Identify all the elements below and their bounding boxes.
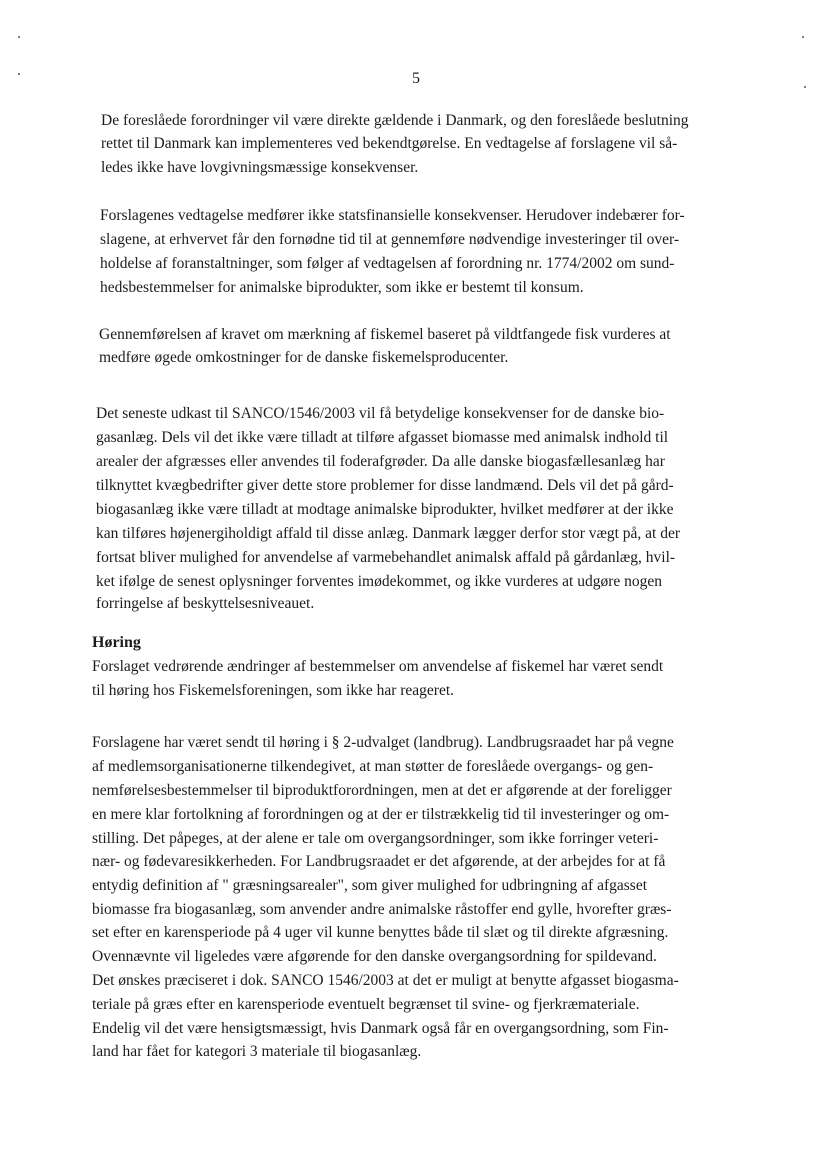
paragraph-line: stilling. Det påpeges, at der alene er tale om overgangsordninger, som ikke forringer veteri- (92, 830, 659, 847)
paragraph-line: rettet til Danmark kan implementeres ved bekendtgørelse. En vedtagelse af forslagene vil så- (101, 135, 678, 152)
paragraph-line: Endelig vil det være hensigtsmæssigt, hvis Danmark også får en overgangsordning, som Fin- (92, 1020, 669, 1037)
paragraph-line: entydig definition af " græsningsarealer", som giver mulighed for udbringning af afgasset (92, 877, 648, 894)
scan-speck (804, 86, 806, 88)
paragraph-line: holdelse af foranstaltninger, som følger af vedtagelsen af forordning nr. 1774/2002 om sund- (100, 255, 675, 272)
paragraph-line: ledes ikke have lovgivningsmæssige konsekvenser. (101, 159, 419, 176)
paragraph-line: til høring hos Fiskemelsforeningen, som ikke har reageret. (92, 682, 455, 699)
paragraph-line: nær- og fødevaresikkerheden. For Landbrugsraadet er det afgørende, at der arbejdes for at få (92, 853, 666, 870)
page-number: 5 (412, 70, 420, 87)
paragraph-line: gasanlæg. Dels vil det ikke være tilladt at tilføre afgasset biomasse med animalsk indhold til (96, 429, 669, 446)
paragraph-line: biogasanlæg ikke være tilladt at modtage animalske biprodukter, hvilket medfører at der ikke (96, 501, 674, 518)
paragraph-line: fortsat bliver mulighed for anvendelse af varmebehandlet animalsk affald på gårdanlæg, hvil- (96, 549, 676, 566)
paragraph-line: Forslaget vedrørende ændringer af bestemmelser om anvendelse af fiskemel har været sendt (92, 658, 664, 675)
paragraph-line: Forslagenes vedtagelse medfører ikke statsfinansielle konsekvenser. Herudover indebærer for- (100, 207, 685, 224)
paragraph-line: De foreslåede forordninger vil være direkte gældende i Danmark, og den foreslåede beslutning (101, 112, 689, 129)
paragraph-line: Det ønskes præciseret i dok. SANCO 1546/2003 at det er muligt at benytte afgasset biogasma- (92, 972, 679, 989)
scan-speck (18, 73, 20, 75)
paragraph-line: forringelse af beskyttelsesniveauet. (96, 595, 315, 612)
paragraph-line: ket ifølge de senest oplysninger forventes imødekommet, og ikke vurderes at udgøre nogen (96, 573, 663, 590)
paragraph-line: land har fået for kategori 3 materiale til biogasanlæg. (92, 1043, 422, 1060)
paragraph-line: biomasse fra biogasanlæg, som anvender andre animalske råstoffer end gylle, hvorefter græs- (92, 901, 672, 918)
paragraph-line: tilknyttet kvægbedrifter giver dette store problemer for disse landmænd. Dels vil det på gård- (96, 477, 674, 494)
paragraph-line: Gennemførelsen af kravet om mærkning af fiskemel baseret på vildtfangede fisk vurderes at (99, 326, 671, 343)
scan-speck (18, 36, 20, 38)
paragraph-line: af medlemsorganisationerne tilkendegivet, at man støtter de foreslåede overgangs- og gen- (92, 758, 654, 775)
paragraph-line: teriale på græs efter en karensperiode eventuelt begrænset til svine- og fjerkræmateriale. (92, 996, 640, 1013)
paragraph-line: slagene, at erhvervet får den fornødne tid til at gennemføre nødvendige investeringer til over- (100, 231, 679, 248)
paragraph-line: kan tilføres højenergiholdigt affald til disse anlæg. Danmark lægger derfor stor vægt på, at der (96, 525, 680, 542)
section-heading: Høring (92, 634, 141, 651)
paragraph-line: nemførelsesbestemmelser til biproduktforordningen, men at det er afgørende at der foreligger (92, 782, 672, 799)
paragraph-line: en mere klar fortolkning af forordningen og at der er tilstrækkelig tid til investeringer og om- (92, 806, 670, 823)
paragraph-line: hedsbestemmelser for animalske biprodukter, som ikke er bestemt til konsum. (100, 279, 584, 296)
paragraph-line: Det seneste udkast til SANCO/1546/2003 vil få betydelige konsekvenser for de danske bio- (96, 405, 665, 422)
paragraph-line: set efter en karensperiode på 4 uger vil kunne benyttes både til slæt og til direkte afgræsning. (92, 924, 669, 941)
paragraph-line: Ovennævnte vil ligeledes være afgørende for den danske overgangsordning for spildevand. (92, 948, 657, 965)
paragraph-line: medføre øgede omkostninger for de danske fiskemelsproducenter. (99, 349, 509, 366)
scan-speck (802, 36, 804, 38)
paragraph-line: Forslagene har været sendt til høring i § 2-udvalget (landbrug). Landbrugsraadet har på vegne (92, 734, 674, 751)
paragraph-line: arealer der afgræsses eller anvendes til foderafgrøder. Da alle danske biogasfællesanlæg har (96, 453, 665, 470)
